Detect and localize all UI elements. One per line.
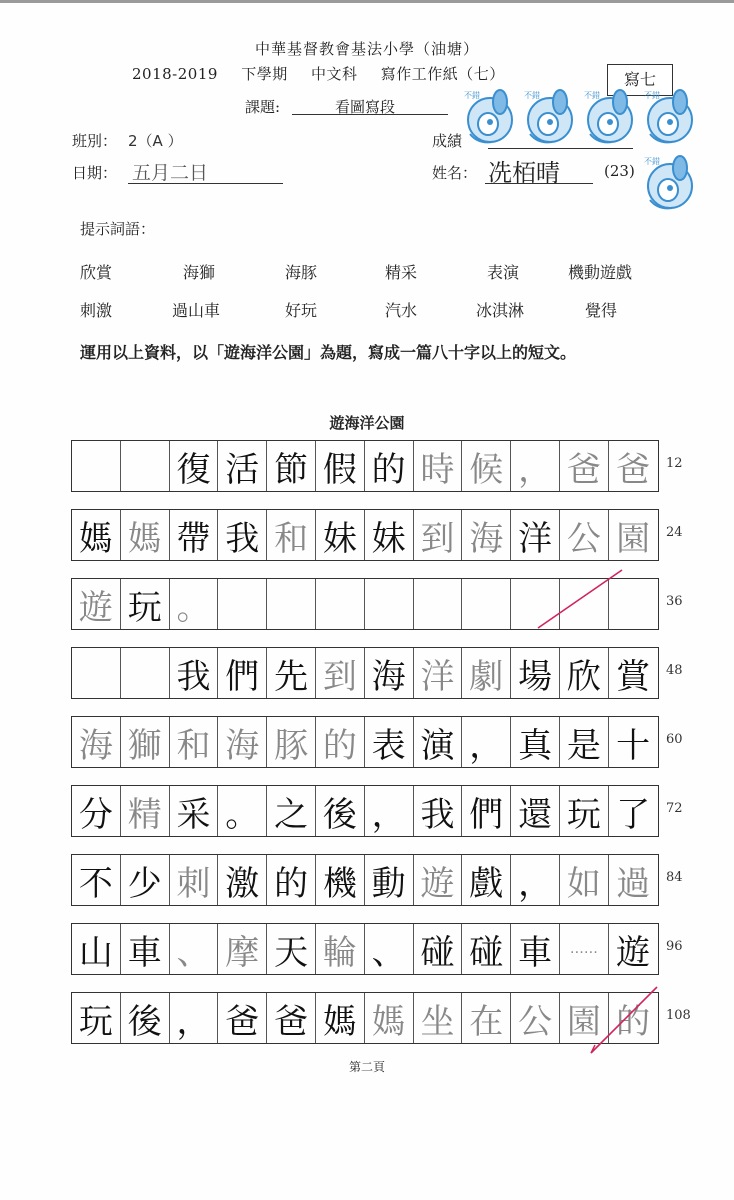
grid-cell: 了 bbox=[616, 794, 651, 835]
grid-cell: 公 bbox=[511, 993, 560, 1043]
hint-word: 表演 bbox=[487, 263, 520, 282]
grid-cell: 動 bbox=[365, 855, 414, 905]
grid-cell: 還 bbox=[511, 786, 560, 836]
grid-cell: 激 bbox=[218, 855, 267, 905]
grid-cell: 表 bbox=[365, 717, 414, 767]
grid-cell: 玩 bbox=[121, 579, 170, 629]
worksheet-title: 寫作工作紙（七） bbox=[380, 65, 505, 83]
grid-cell: 媽 bbox=[316, 993, 365, 1043]
grid-cell bbox=[267, 579, 316, 629]
grid-cell: 公 bbox=[560, 510, 609, 560]
grid-cell: 、 bbox=[365, 924, 414, 974]
grid-cell bbox=[414, 579, 463, 629]
grid-cell: 後 bbox=[316, 786, 365, 836]
grid-row bbox=[71, 854, 659, 906]
grid-cell: 假 bbox=[316, 441, 365, 491]
squirrel-stamp-icon bbox=[520, 86, 576, 148]
grid-cell: 的 bbox=[267, 855, 316, 905]
char-count: 24 bbox=[666, 525, 683, 540]
grid-cell: ， bbox=[365, 786, 414, 836]
squirrel-stamp-icon bbox=[640, 152, 696, 214]
teacher-paragraph-mark-icon bbox=[585, 985, 665, 1057]
name-label: 姓名： bbox=[432, 164, 478, 182]
grid-cell: 到 bbox=[414, 510, 463, 560]
hint-word: 覺得 bbox=[585, 301, 618, 320]
grid-cell: 輪 bbox=[316, 924, 365, 974]
grid-cell: 豚 bbox=[267, 717, 316, 767]
instruction-text: 運用以上資料，以「遊海洋公園」為題，寫成一篇八十字以上的短文。 bbox=[80, 343, 577, 362]
grid-cell: 們 bbox=[218, 648, 267, 698]
grid-cell: 的 bbox=[365, 441, 414, 491]
grid-cell: 、 bbox=[170, 924, 219, 974]
grid-cell: 十 bbox=[616, 725, 651, 766]
student-name: 冼栢晴 bbox=[488, 159, 560, 187]
grid-cell: 碰 bbox=[462, 924, 511, 974]
grid-cell: 賞 bbox=[616, 656, 651, 697]
grid-cell: 爸 bbox=[616, 449, 651, 490]
school-name: 中華基督教會基法小學（油塘） bbox=[254, 40, 479, 58]
grid-cell: 爸 bbox=[267, 993, 316, 1043]
grid-cell bbox=[316, 579, 365, 629]
char-count: 84 bbox=[666, 870, 683, 885]
grid-cell: 和 bbox=[170, 717, 219, 767]
grid-cell: 玩 bbox=[560, 786, 609, 836]
grid-cell: 海 bbox=[462, 510, 511, 560]
hint-words-label: 提示詞語： bbox=[80, 220, 156, 238]
grid-cell: 媽 bbox=[365, 993, 414, 1043]
grid-cell: 爸 bbox=[218, 993, 267, 1043]
char-count: 48 bbox=[666, 663, 683, 678]
squirrel-stamp-icon bbox=[460, 86, 516, 148]
grid-row bbox=[71, 785, 659, 837]
svg-text:不錯: 不錯 bbox=[644, 157, 660, 166]
grid-cell: 如 bbox=[560, 855, 609, 905]
hint-word: 機動遊戲 bbox=[568, 263, 633, 282]
grid-cell: 欣 bbox=[560, 648, 609, 698]
grid-cell: 帶 bbox=[170, 510, 219, 560]
grade-label: 成績 bbox=[432, 132, 463, 150]
grid-cell bbox=[121, 648, 170, 698]
name-underline bbox=[485, 183, 593, 184]
squirrel-stamp-icon bbox=[580, 86, 636, 148]
grid-cell: 在 bbox=[462, 993, 511, 1043]
char-count: 12 bbox=[666, 456, 683, 471]
hint-word: 海獅 bbox=[183, 263, 216, 282]
term-line bbox=[132, 63, 523, 84]
grid-cell: …… bbox=[560, 924, 609, 974]
date-label: 日期： bbox=[72, 164, 118, 182]
grid-cell: 是 bbox=[560, 717, 609, 767]
grid-cell: 園 bbox=[616, 518, 651, 559]
grid-cell: 的 bbox=[316, 717, 365, 767]
grid-cell: 我 bbox=[414, 786, 463, 836]
hint-word: 冰淇淋 bbox=[476, 301, 525, 320]
date-value: 五月二日 bbox=[132, 162, 209, 184]
grid-row bbox=[71, 923, 659, 975]
grid-row bbox=[71, 509, 659, 561]
grid-cell: 玩 bbox=[72, 993, 121, 1043]
grid-cell: 車 bbox=[511, 924, 560, 974]
grid-cell: 少 bbox=[121, 855, 170, 905]
grid-cell: 遊 bbox=[616, 932, 651, 973]
grid-cell: 洋 bbox=[511, 510, 560, 560]
grid-cell: 真 bbox=[511, 717, 560, 767]
grid-cell: 。 bbox=[170, 579, 219, 629]
grid-cell: 刺 bbox=[170, 855, 219, 905]
grid-cell: ， bbox=[462, 717, 511, 767]
grid-row bbox=[71, 440, 659, 492]
grid-cell: 園 bbox=[560, 993, 609, 1043]
grid-cell: 候 bbox=[462, 441, 511, 491]
hint-word: 海豚 bbox=[285, 263, 318, 282]
grid-row bbox=[71, 647, 659, 699]
topic-label: 課題: bbox=[245, 98, 281, 116]
grid-cell: 碰 bbox=[414, 924, 463, 974]
grid-cell: 機 bbox=[316, 855, 365, 905]
grid-cell: 遊 bbox=[414, 855, 463, 905]
grid-cell: 戲 bbox=[462, 855, 511, 905]
grid-cell: 媽 bbox=[72, 510, 121, 560]
hint-word: 精采 bbox=[385, 263, 418, 282]
svg-text:不錯: 不錯 bbox=[524, 91, 540, 100]
hint-word: 過山車 bbox=[172, 301, 221, 320]
grid-cell: 不 bbox=[72, 855, 121, 905]
grid-cell: 洋 bbox=[414, 648, 463, 698]
grid-cell: 海 bbox=[365, 648, 414, 698]
class-label: 班別： bbox=[72, 132, 118, 150]
worksheet-code-box: 寫七 bbox=[607, 64, 673, 96]
date-underline bbox=[128, 183, 283, 184]
grid-cell: 們 bbox=[462, 786, 511, 836]
essay-title: 遊海洋公園 bbox=[329, 414, 405, 432]
grid-cell: 坐 bbox=[414, 993, 463, 1043]
grid-cell: 媽 bbox=[121, 510, 170, 560]
grid-cell: 劇 bbox=[462, 648, 511, 698]
topic-value: 看圖寫段 bbox=[335, 98, 396, 116]
grid-cell: 海 bbox=[72, 717, 121, 767]
grid-row bbox=[71, 716, 659, 768]
grid-cell: 天 bbox=[267, 924, 316, 974]
teacher-paragraph-mark-icon bbox=[530, 568, 630, 630]
grid-cell: 妹 bbox=[365, 510, 414, 560]
grid-cell: 我 bbox=[218, 510, 267, 560]
grid-cell: 采 bbox=[170, 786, 219, 836]
grid-cell: 爸 bbox=[560, 441, 609, 491]
grid-cell bbox=[72, 648, 121, 698]
char-count: 96 bbox=[666, 939, 683, 954]
hint-word: 欣賞 bbox=[80, 263, 113, 282]
page-number: 第二頁 bbox=[348, 1060, 385, 1074]
grade-underline bbox=[488, 148, 633, 149]
class-value: 2（A ） bbox=[128, 132, 183, 150]
grid-cell: 獅 bbox=[121, 717, 170, 767]
grid-cell: 的 bbox=[616, 1001, 651, 1042]
svg-text:不錯: 不錯 bbox=[644, 91, 660, 100]
char-count: 36 bbox=[666, 594, 683, 609]
grid-cell: ， bbox=[170, 993, 219, 1043]
grid-cell: 。 bbox=[218, 786, 267, 836]
grid-cell: 時 bbox=[414, 441, 463, 491]
scan-edge bbox=[0, 0, 734, 3]
school-year: 2018-2019 bbox=[132, 65, 218, 83]
grid-cell: 妹 bbox=[316, 510, 365, 560]
grid-cell: 遊 bbox=[72, 579, 121, 629]
svg-text:不錯: 不錯 bbox=[464, 91, 480, 100]
grid-row bbox=[71, 992, 659, 1044]
grid-cell bbox=[121, 441, 170, 491]
grid-cell: 場 bbox=[511, 648, 560, 698]
char-count: 108 bbox=[666, 1008, 691, 1023]
subject: 中文科 bbox=[311, 65, 358, 83]
grid-cell: 後 bbox=[121, 993, 170, 1043]
svg-text:不錯: 不錯 bbox=[584, 91, 600, 100]
grid-cell: ， bbox=[511, 441, 560, 491]
grid-cell bbox=[218, 579, 267, 629]
hint-word: 刺激 bbox=[80, 301, 113, 320]
grid-cell: 摩 bbox=[218, 924, 267, 974]
grid-cell: 到 bbox=[316, 648, 365, 698]
grid-cell: 和 bbox=[267, 510, 316, 560]
grid-cell: 活 bbox=[218, 441, 267, 491]
grid-cell: 過 bbox=[616, 863, 651, 904]
term: 下學期 bbox=[241, 65, 288, 83]
grid-cell bbox=[365, 579, 414, 629]
hint-word: 汽水 bbox=[385, 301, 418, 320]
char-count: 60 bbox=[666, 732, 683, 747]
grid-cell: 復 bbox=[170, 441, 219, 491]
grid-cell bbox=[462, 579, 511, 629]
grid-cell bbox=[72, 441, 121, 491]
grid-cell: 精 bbox=[121, 786, 170, 836]
grid-cell: 節 bbox=[267, 441, 316, 491]
char-count: 72 bbox=[666, 801, 683, 816]
grid-cell: 我 bbox=[170, 648, 219, 698]
grid-cell: 山 bbox=[72, 924, 121, 974]
grid-cell: 之 bbox=[267, 786, 316, 836]
student-number: (23) bbox=[604, 162, 635, 180]
grid-cell: 分 bbox=[72, 786, 121, 836]
grid-cell: 車 bbox=[121, 924, 170, 974]
squirrel-stamp-icon bbox=[640, 86, 696, 148]
grid-cell: ， bbox=[511, 855, 560, 905]
hint-word: 好玩 bbox=[285, 301, 318, 320]
grid-cell: 海 bbox=[218, 717, 267, 767]
grid-cell: 先 bbox=[267, 648, 316, 698]
grid-cell: 演 bbox=[414, 717, 463, 767]
